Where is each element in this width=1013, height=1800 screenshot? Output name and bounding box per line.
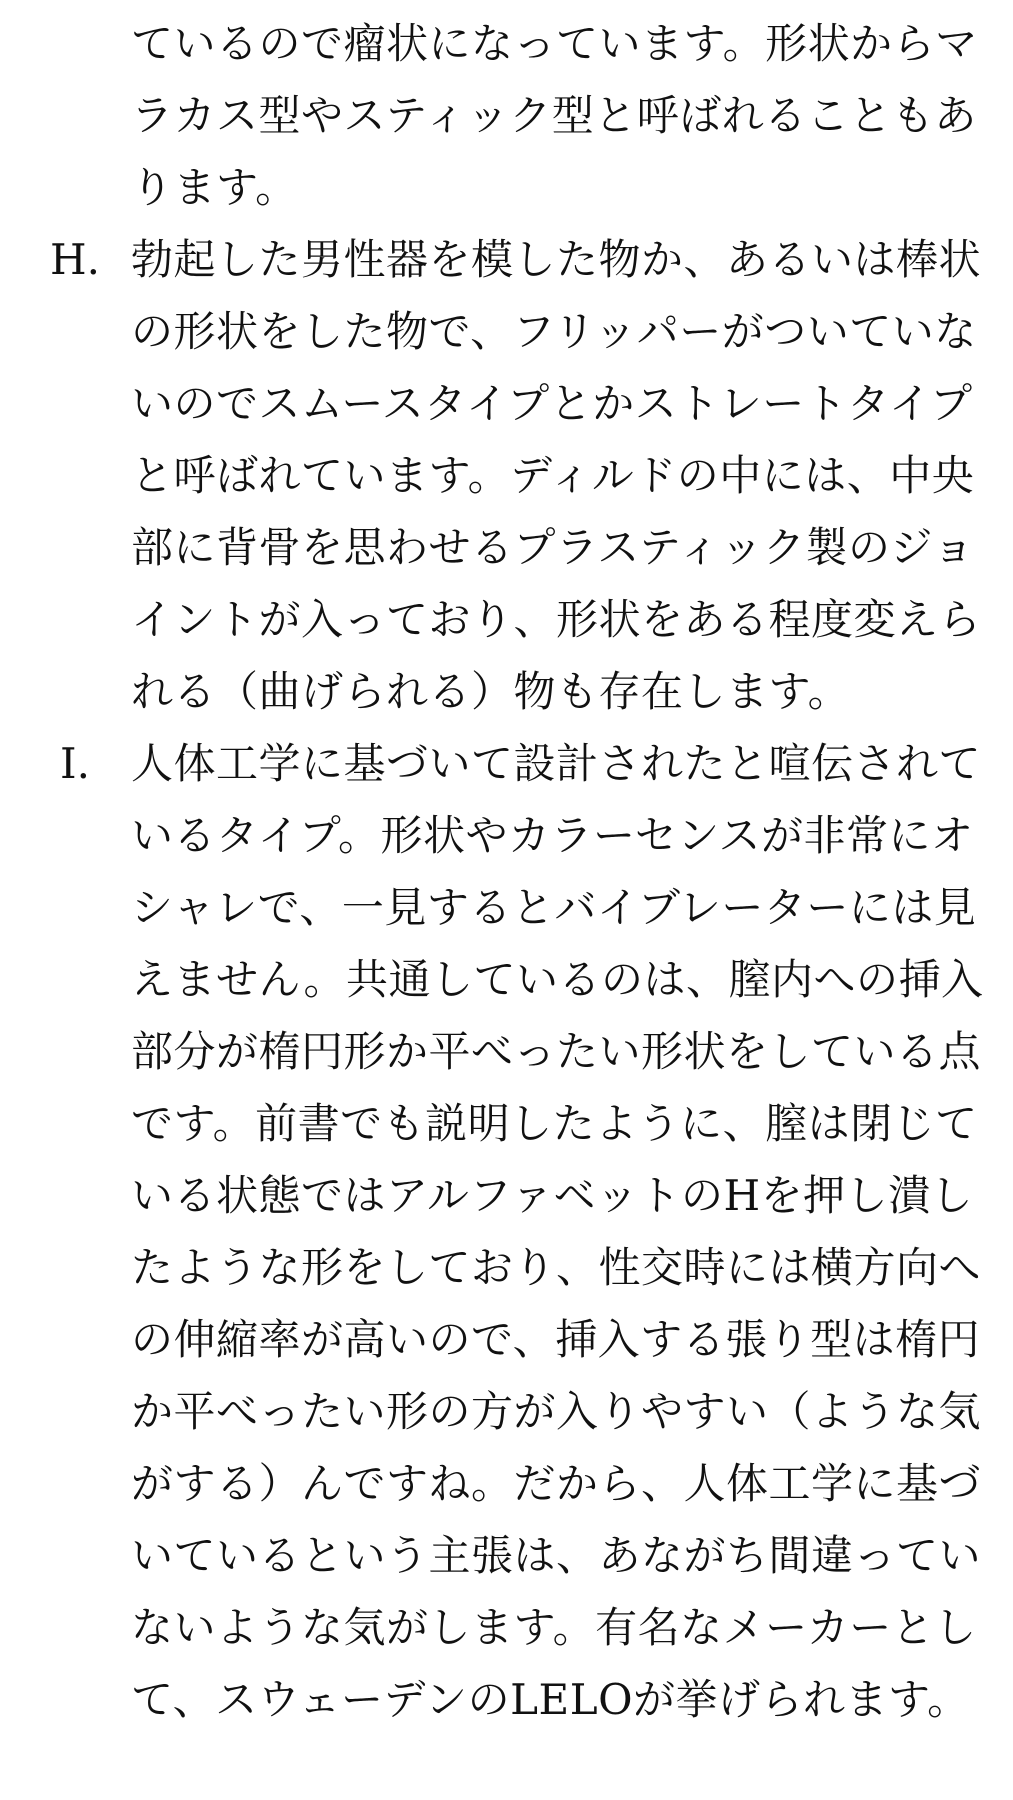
item-i-line-11: がする）んですね。だから、人体工学に基づ (131, 1459, 982, 1508)
item-h-line-2: の形状をした物で、フリッパーがついていな (131, 307, 977, 356)
item-i-line-8: たような形をしており、性交時には横方向へ (131, 1243, 982, 1292)
item-i-line-14: て、スウェーデンのLELOが挙げられます。 (131, 1675, 970, 1724)
item-i-line-9: の伸縮率が高いので、挿入する張り型は楕円 (131, 1315, 981, 1364)
item-h-line-5: 部に背骨を思わせるプラスティック製のジョ (131, 523, 975, 572)
item-i-line-6: です。前書でも説明したように、膣は閉じて (131, 1099, 978, 1148)
item-i-line-7: いる状態ではアルファベットのHを押し潰し (131, 1171, 974, 1220)
item-i-line-13: ないような気がします。有名なメーカーとし (131, 1603, 977, 1652)
item-i-line-3: シャレで、一見するとバイブレーターには見 (131, 883, 977, 932)
item-i-line-10: か平べったい形の方が入りやすい（ような気 (131, 1387, 982, 1436)
item-i-line-12: いているという主張は、あながち間違ってい (131, 1531, 982, 1580)
item-i-marker: I. (60, 739, 90, 788)
item-h-line-6: イントが入っており、形状をある程度変えら (131, 595, 982, 644)
continued-item-line-2: ラカス型やスティック型と呼ばれることもあ (131, 91, 977, 140)
item-h-marker: H. (50, 235, 100, 284)
item-h-line-4: と呼ばれています。ディルドの中には、中央 (131, 451, 975, 500)
item-h-line-3: いのでスムースタイプとかストレートタイプ (131, 379, 973, 428)
item-i-line-2: いるタイプ。形状やカラーセンスが非常にオ (131, 811, 974, 860)
item-i-line-5: 部分が楕円形か平べったい形状をしている点 (131, 1027, 982, 1076)
item-h-line-7: れる（曲げられる）物も存在します。 (131, 667, 851, 716)
item-i-line-1: 人体工学に基づいて設計されたと喧伝されて (131, 739, 982, 788)
item-h-line-1: 勃起した男性器を模した物か、あるいは棒状 (131, 235, 982, 284)
item-i-line-4: えません。共通しているのは、膣内への挿入 (131, 955, 984, 1004)
continued-item-line-3: ります。 (131, 163, 298, 212)
continued-item-line-1: ているので瘤状になっています。形状からマ (131, 19, 978, 68)
